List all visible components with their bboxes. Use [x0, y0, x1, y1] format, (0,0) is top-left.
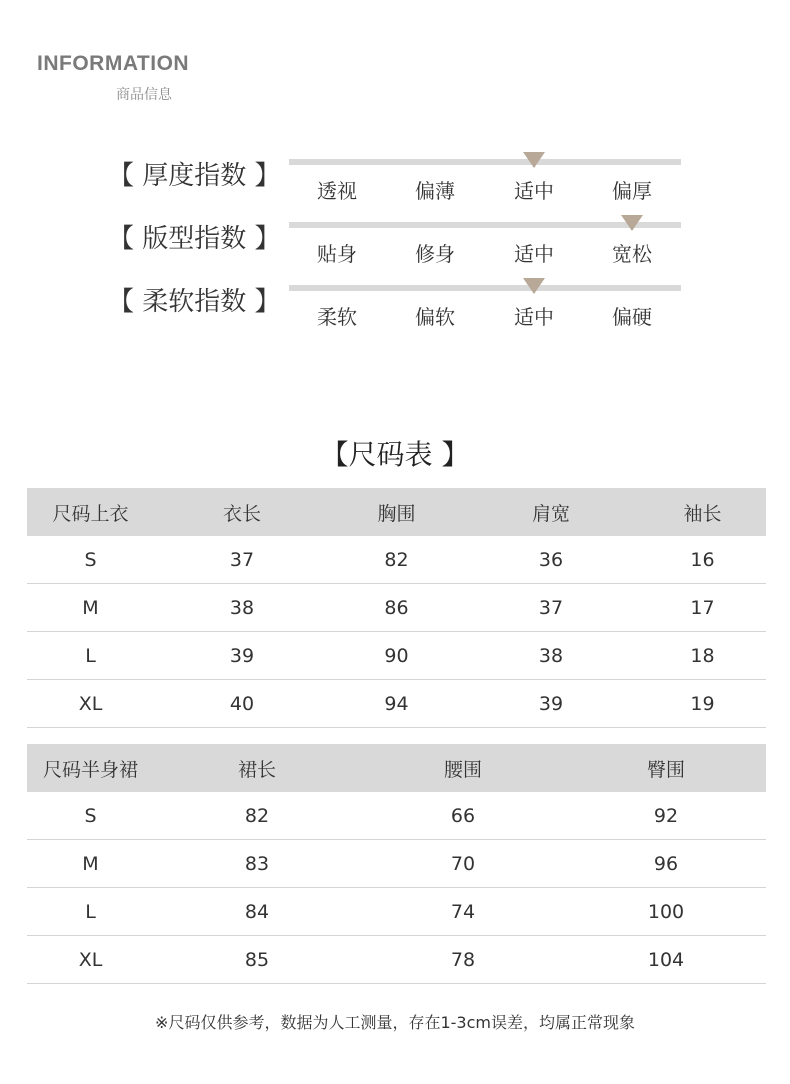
size-cell: XL	[27, 680, 154, 728]
index-option: 偏软	[415, 305, 455, 329]
measurement-cell: 74	[360, 888, 566, 936]
measurement-cell: 104	[566, 936, 766, 984]
measurement-cell: 84	[154, 888, 360, 936]
table-row	[27, 792, 766, 840]
index-scale-bar	[289, 285, 681, 291]
index-label: 【 厚度指数 】	[108, 161, 281, 191]
column-header: 尺码上衣	[27, 488, 154, 536]
measurement-cell: 82	[154, 792, 360, 840]
size-chart-title: 【尺码表 】	[320, 438, 470, 471]
measurement-cell: 40	[154, 680, 330, 728]
index-label: 【 柔软指数 】	[108, 287, 281, 317]
page-title: INFORMATION	[37, 52, 190, 75]
measurement-cell: 39	[154, 632, 330, 680]
index-option: 贴身	[317, 242, 357, 266]
index-option: 透视	[317, 179, 357, 203]
index-option: 适中	[514, 305, 554, 329]
measurement-cell: 96	[566, 840, 766, 888]
measurement-cell: 38	[154, 584, 330, 632]
table-header-row	[27, 744, 766, 792]
table-row	[27, 584, 766, 632]
measurement-cell: 17	[639, 584, 766, 632]
measurement-cell: 86	[330, 584, 463, 632]
index-option: 偏厚	[612, 179, 652, 203]
table-row	[27, 936, 766, 984]
measurement-cell: 78	[360, 936, 566, 984]
column-header: 袖长	[639, 488, 766, 536]
size-cell: L	[27, 632, 154, 680]
measurement-cell: 90	[330, 632, 463, 680]
measurement-cell: 100	[566, 888, 766, 936]
index-option: 适中	[514, 242, 554, 266]
skirt-size-table	[27, 744, 766, 984]
measurement-cell: 19	[639, 680, 766, 728]
index-scale-bar	[289, 159, 681, 165]
index-option: 宽松	[612, 242, 652, 266]
measurement-cell: 18	[639, 632, 766, 680]
measurement-cell: 37	[463, 584, 639, 632]
column-header: 胸围	[330, 488, 463, 536]
size-cell: XL	[27, 936, 154, 984]
column-header: 肩宽	[463, 488, 639, 536]
size-cell: M	[27, 584, 154, 632]
measurement-cell: 37	[154, 536, 330, 584]
measurement-cell: 82	[330, 536, 463, 584]
index-row	[0, 285, 790, 345]
tops-size-table	[27, 488, 766, 728]
size-cell: M	[27, 840, 154, 888]
size-cell: L	[27, 888, 154, 936]
column-header: 腰围	[360, 744, 566, 792]
size-disclaimer-note: ※尺码仅供参考，数据为人工测量，存在1-3cm误差，均属正常现象	[155, 1013, 635, 1032]
measurement-cell: 70	[360, 840, 566, 888]
table-header-row	[27, 488, 766, 536]
measurement-cell: 16	[639, 536, 766, 584]
column-header: 衣长	[154, 488, 330, 536]
index-marker-icon	[621, 215, 643, 231]
index-option: 偏硬	[612, 305, 652, 329]
column-header: 裙长	[154, 744, 360, 792]
measurement-cell: 92	[566, 792, 766, 840]
index-option: 修身	[415, 242, 455, 266]
table-row	[27, 888, 766, 936]
table-row	[27, 680, 766, 728]
table-row	[27, 840, 766, 888]
index-row	[0, 159, 790, 219]
table-row	[27, 632, 766, 680]
index-option: 适中	[514, 179, 554, 203]
measurement-cell: 85	[154, 936, 360, 984]
measurement-cell: 36	[463, 536, 639, 584]
index-option: 偏薄	[415, 179, 455, 203]
index-label: 【 版型指数 】	[108, 224, 281, 254]
measurement-cell: 83	[154, 840, 360, 888]
index-marker-icon	[523, 278, 545, 294]
size-cell: S	[27, 792, 154, 840]
index-row	[0, 222, 790, 282]
size-cell: S	[27, 536, 154, 584]
column-header: 尺码半身裙	[27, 744, 154, 792]
measurement-cell: 38	[463, 632, 639, 680]
measurement-cell: 39	[463, 680, 639, 728]
page-subtitle: 商品信息	[116, 87, 172, 103]
table-row	[27, 536, 766, 584]
measurement-cell: 66	[360, 792, 566, 840]
index-option: 柔软	[317, 305, 357, 329]
column-header: 臀围	[566, 744, 766, 792]
index-marker-icon	[523, 152, 545, 168]
measurement-cell: 94	[330, 680, 463, 728]
